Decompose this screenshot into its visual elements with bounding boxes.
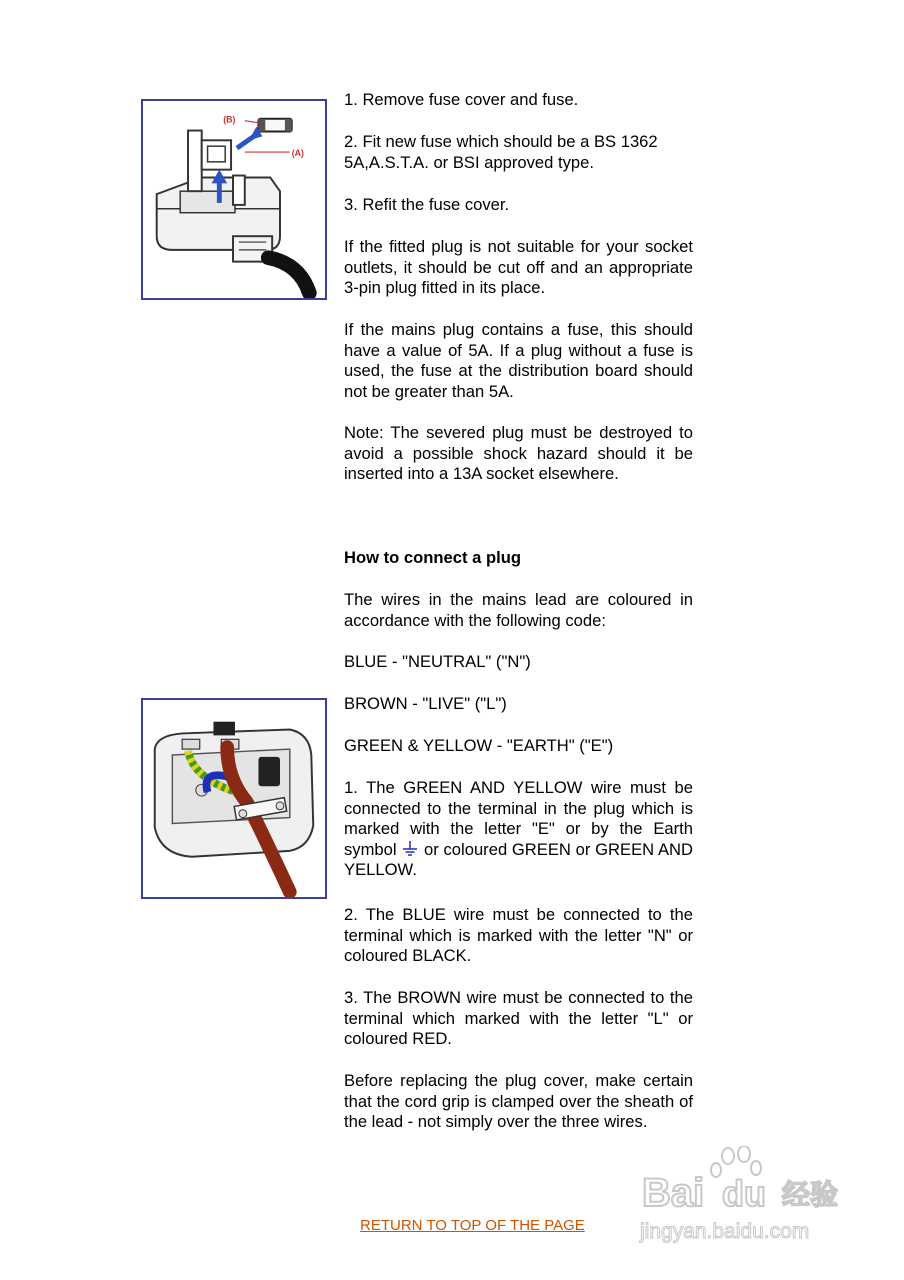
watermark-brand-du: du: [722, 1173, 766, 1214]
code-green-yellow: GREEN & YELLOW - "EARTH" ("E"): [344, 736, 614, 755]
wire-instruction-blue: 2. The BLUE wire must be connected to the terminal which is marked with the letter "N" or coloured BLACK.: [344, 905, 693, 966]
earth-symbol-icon: [402, 841, 418, 857]
plug-wiring-figure: [141, 698, 327, 899]
para-wire-colours: The wires in the mains lead are coloured in accordance with the following code:: [344, 590, 693, 630]
fuse-label-a: (A): [291, 147, 304, 158]
step-refit-cover: 3. Refit the fuse cover.: [344, 195, 510, 214]
fuse-icon: [258, 119, 291, 132]
step-remove-fuse: 1. Remove fuse cover and fuse.: [344, 90, 579, 109]
fuse-plug-illustration: [143, 101, 325, 298]
watermark-cn: 经验: [782, 1178, 839, 1211]
plug-wiring-illustration: [143, 700, 325, 897]
step-fit-fuse: 2. Fit new fuse which should be a BS 1362 5A,A.S.T.A. or BSI approved type.: [344, 132, 658, 172]
code-blue: BLUE - "NEUTRAL" ("N"): [344, 652, 531, 671]
fuse-replacement-figure: [141, 99, 327, 300]
code-brown: BROWN - "LIVE" ("L"): [344, 694, 507, 713]
return-to-top-link[interactable]: RETURN TO TOP OF THE PAGE: [360, 1217, 585, 1234]
wire-instruction-brown: 3. The BROWN wire must be connected to the terminal which marked with the letter "L" or coloured RED.: [344, 988, 693, 1049]
para-cord-grip: Before replacing the plug cover, make certain that the cord grip is clamped over the sheath of the lead - not simply over the three wires.: [344, 1071, 693, 1132]
wire-instruction-earth: [344, 778, 693, 881]
wire-instruction-earth-text: 1. The GREEN AND YELLOW wire must be connected to the terminal in the plug which is marked with the letter "E" or by the Earth symbol: [344, 778, 693, 859]
watermark-url: jingyan.baidu.com: [640, 1220, 810, 1243]
para-unsuitable-plug: If the fitted plug is not suitable for your socket outlets, it should be cut off and an appropriate 3-pin plug fitted in its place.: [344, 237, 693, 298]
fuse-label-b: (B): [223, 114, 236, 125]
wire-instruction-earth-text-end: or coloured GREEN or GREEN AND YELLOW.: [344, 839, 693, 880]
watermark-brand: Bai: [642, 1171, 705, 1215]
para-note: Note: The severed plug must be destroyed to avoid a possible shock hazard should it be inserted into a 13A socket elsewhere.: [344, 423, 693, 484]
section-heading: How to connect a plug: [344, 548, 521, 567]
para-fuse-value: If the mains plug contains a fuse, this should have a value of 5A. If a plug without a fuse is used, the fuse at the distribution board should not be greater than 5A.: [344, 320, 693, 401]
baidu-watermark: [636, 1146, 856, 1246]
